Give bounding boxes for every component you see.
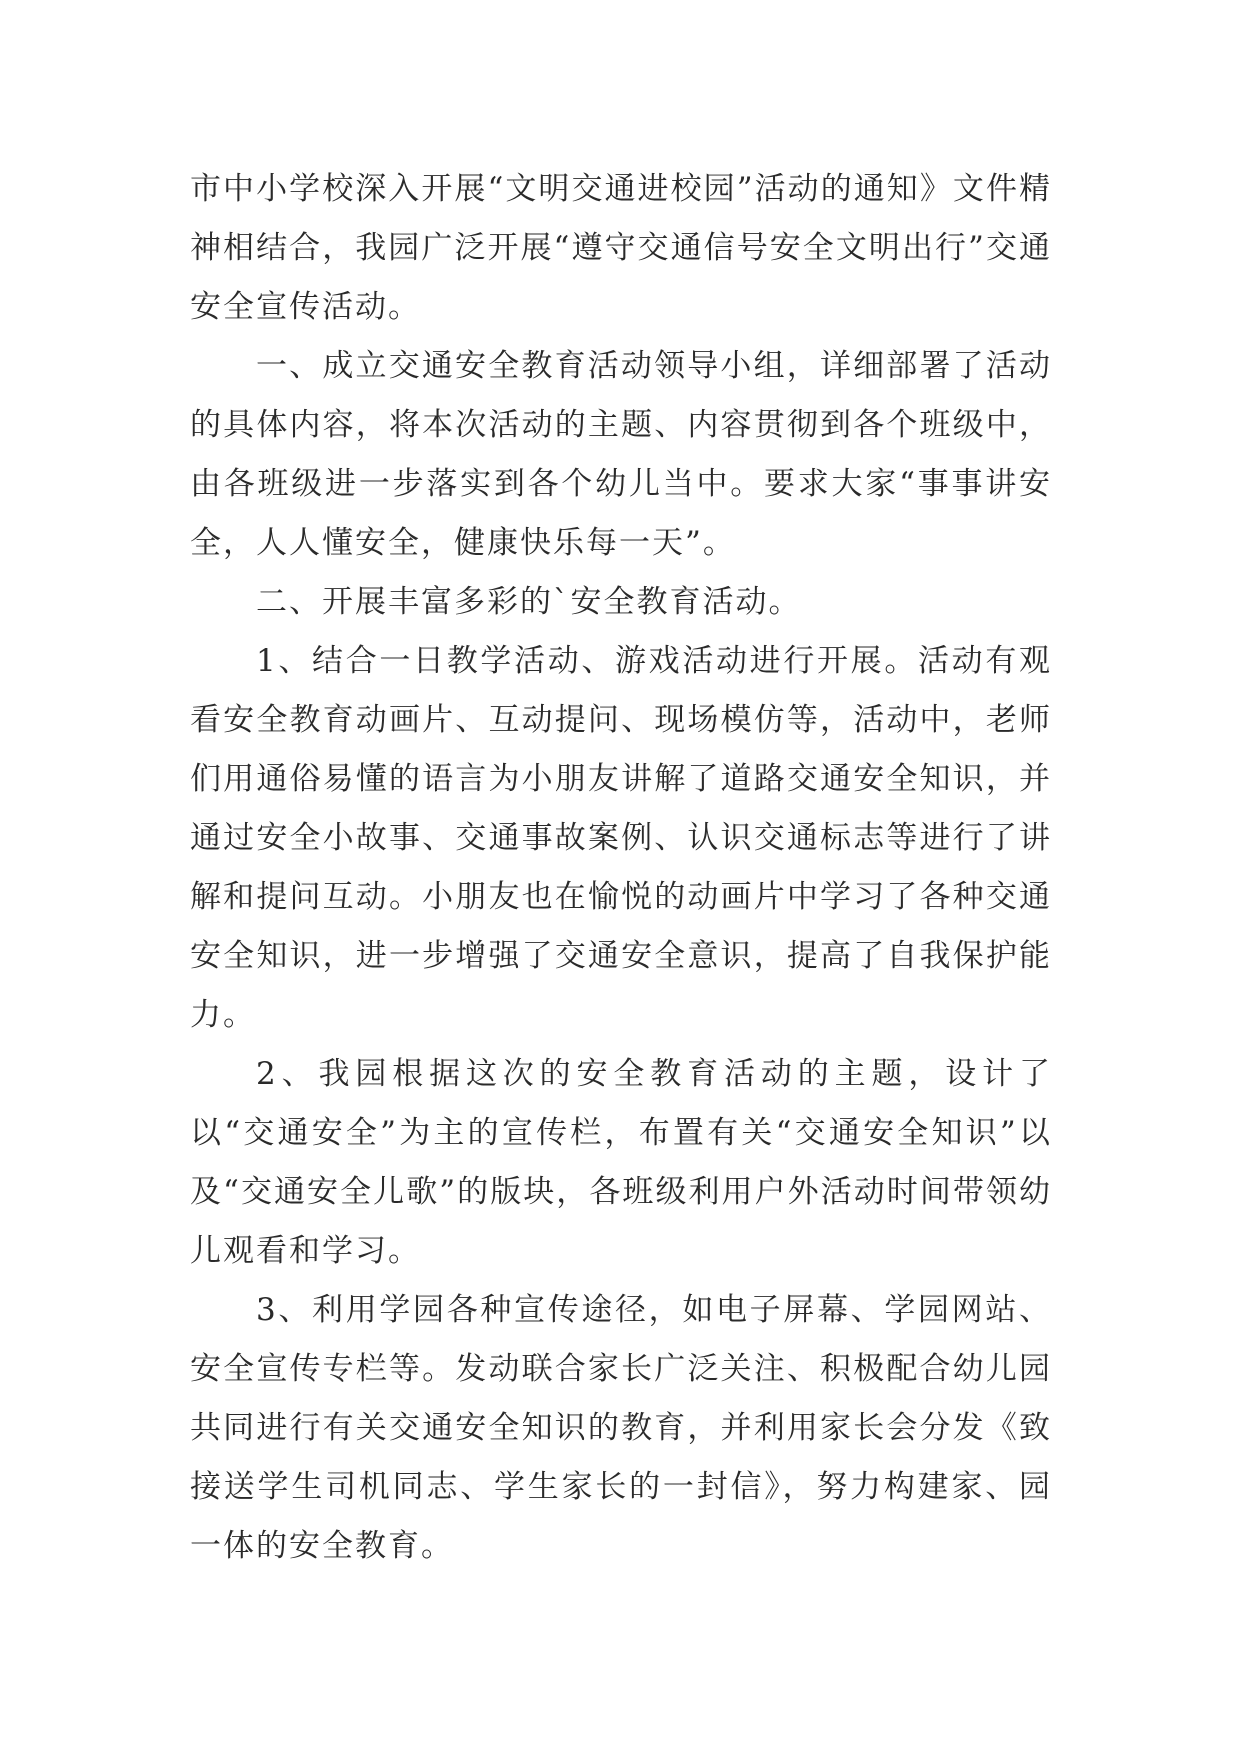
paragraph-section-two-heading: 二、开展丰富多彩的`安全教育活动。 bbox=[256, 584, 802, 620]
paragraph-continuation: 市中小学校深入开展“文明交通进校园”活动的通知》文件精神相结合，我园广泛开展“遵守交通信号安全文明出行”交通安全宣传活动。 bbox=[190, 171, 1052, 325]
document-body bbox=[190, 160, 1052, 1576]
paragraph-item-one: 1、结合一日教学活动、游戏活动进行开展。活动有观看安全教育动画片、互动提问、现场模仿等，活动中，老师们用通俗易懂的语言为小朋友讲解了道路交通安全知识，并通过安全小故事、交通事故案例、认识交通标志等进行了讲解和提问互动。小朋友也在愉悦的动画片中学习了各种交通安全知识，进一步增强了交通安全意识，提高了自我保护能力。 bbox=[190, 643, 1052, 1033]
paragraph-item-two: 2、我园根据这次的安全教育活动的主题，设计了以“交通安全”为主的宣传栏，布置有关“交通安全知识”以及“交通安全儿歌”的版块，各班级利用户外活动时间带领幼儿观看和学习。 bbox=[190, 1056, 1052, 1269]
paragraph-item-three: 3、利用学园各种宣传途径，如电子屏幕、学园网站、安全宣传专栏等。发动联合家长广泛关注、积极配合幼儿园共同进行有关交通安全知识的教育，并利用家长会分发《致接送学生司机同志、学生家长的一封信》，努力构建家、园一体的安全教育。 bbox=[190, 1292, 1052, 1564]
paragraph-section-one: 一、成立交通安全教育活动领导小组，详细部署了活动的具体内容，将本次活动的主题、内容贯彻到各个班级中，由各班级进一步落实到各个幼儿当中。要求大家“事事讲安全，人人懂安全，健康快乐每一天”。 bbox=[190, 348, 1052, 561]
